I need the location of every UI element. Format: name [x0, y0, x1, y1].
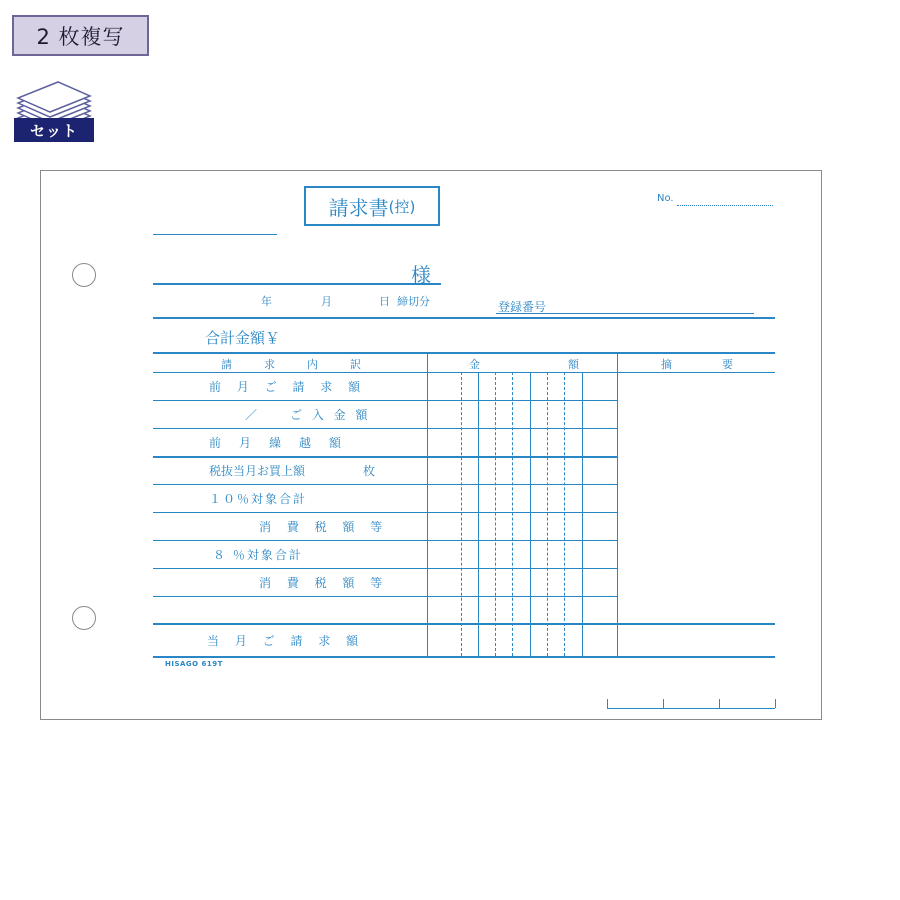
- bottom-box-tick: [719, 699, 720, 708]
- bottom-box-tick: [775, 699, 776, 708]
- row-sheets-label: 枚: [363, 464, 376, 478]
- registration-line: [496, 313, 754, 314]
- form-title: [304, 186, 440, 226]
- row-monthly-purchases: 税抜当月お買上額: [209, 464, 306, 478]
- honorific-sama: 様: [411, 263, 431, 287]
- total-label: 合計金額￥: [205, 329, 281, 347]
- header-notes: 摘 要: [661, 358, 733, 371]
- digit-divider: [564, 372, 565, 656]
- amount-column-left: [427, 352, 428, 656]
- digit-divider: [512, 372, 513, 656]
- number-field: [677, 205, 773, 206]
- invoice-form: [40, 170, 822, 720]
- table-bottom-border: [153, 656, 775, 658]
- date-month: 月: [321, 295, 332, 308]
- registration-label: 登録番号: [498, 300, 547, 314]
- digit-divider: [495, 372, 496, 656]
- header-description: 請 求 内 訳: [221, 358, 361, 371]
- set-label: セット: [14, 118, 94, 142]
- bottom-box-tick: [663, 699, 664, 708]
- table-top-border: [153, 352, 775, 354]
- digit-divider: [530, 372, 531, 656]
- row-tax-10: 消 費 税 額 等: [259, 520, 389, 534]
- date-day: 日: [379, 295, 390, 308]
- title-main: 請求書: [328, 195, 389, 220]
- title-sub: (控): [388, 197, 416, 216]
- date-year: 年: [261, 295, 272, 308]
- notes-column-left: [617, 352, 618, 656]
- digit-divider: [582, 372, 583, 656]
- row-line-total: [153, 623, 775, 625]
- digit-divider: [461, 372, 462, 656]
- binder-hole-bottom: [72, 606, 96, 630]
- copy-count-badge: 2 枚複写: [12, 15, 149, 56]
- number-label: No.: [657, 193, 674, 204]
- row-previous-billing: 前 月 ご 請 求 額: [209, 380, 367, 394]
- row-carried-forward: 前 月 繰 越 額: [209, 436, 345, 450]
- bottom-box-tick: [607, 699, 608, 708]
- digit-divider: [547, 372, 548, 656]
- top-left-line: [153, 234, 277, 235]
- binder-hole-top: [72, 263, 96, 287]
- row-payment-received: ／ ご 入 金 額: [245, 408, 371, 422]
- separator-line: [153, 317, 775, 319]
- row-8-percent-total: ８ ％対象合計: [213, 548, 303, 562]
- row-10-percent-total: １０％対象合計: [209, 492, 308, 506]
- date-closing: 締切分: [397, 295, 430, 308]
- row-tax-8: 消 費 税 額 等: [259, 576, 389, 590]
- header-amount: 金 額: [469, 358, 579, 371]
- row-current-billing: 当 月 ご 請 求 額: [207, 634, 365, 648]
- digit-divider: [478, 372, 479, 656]
- header-bottom-border: [153, 372, 775, 373]
- bottom-box-line: [607, 708, 775, 709]
- recipient-line: [153, 283, 441, 285]
- brand-logo: HISAGO 619T: [165, 660, 223, 668]
